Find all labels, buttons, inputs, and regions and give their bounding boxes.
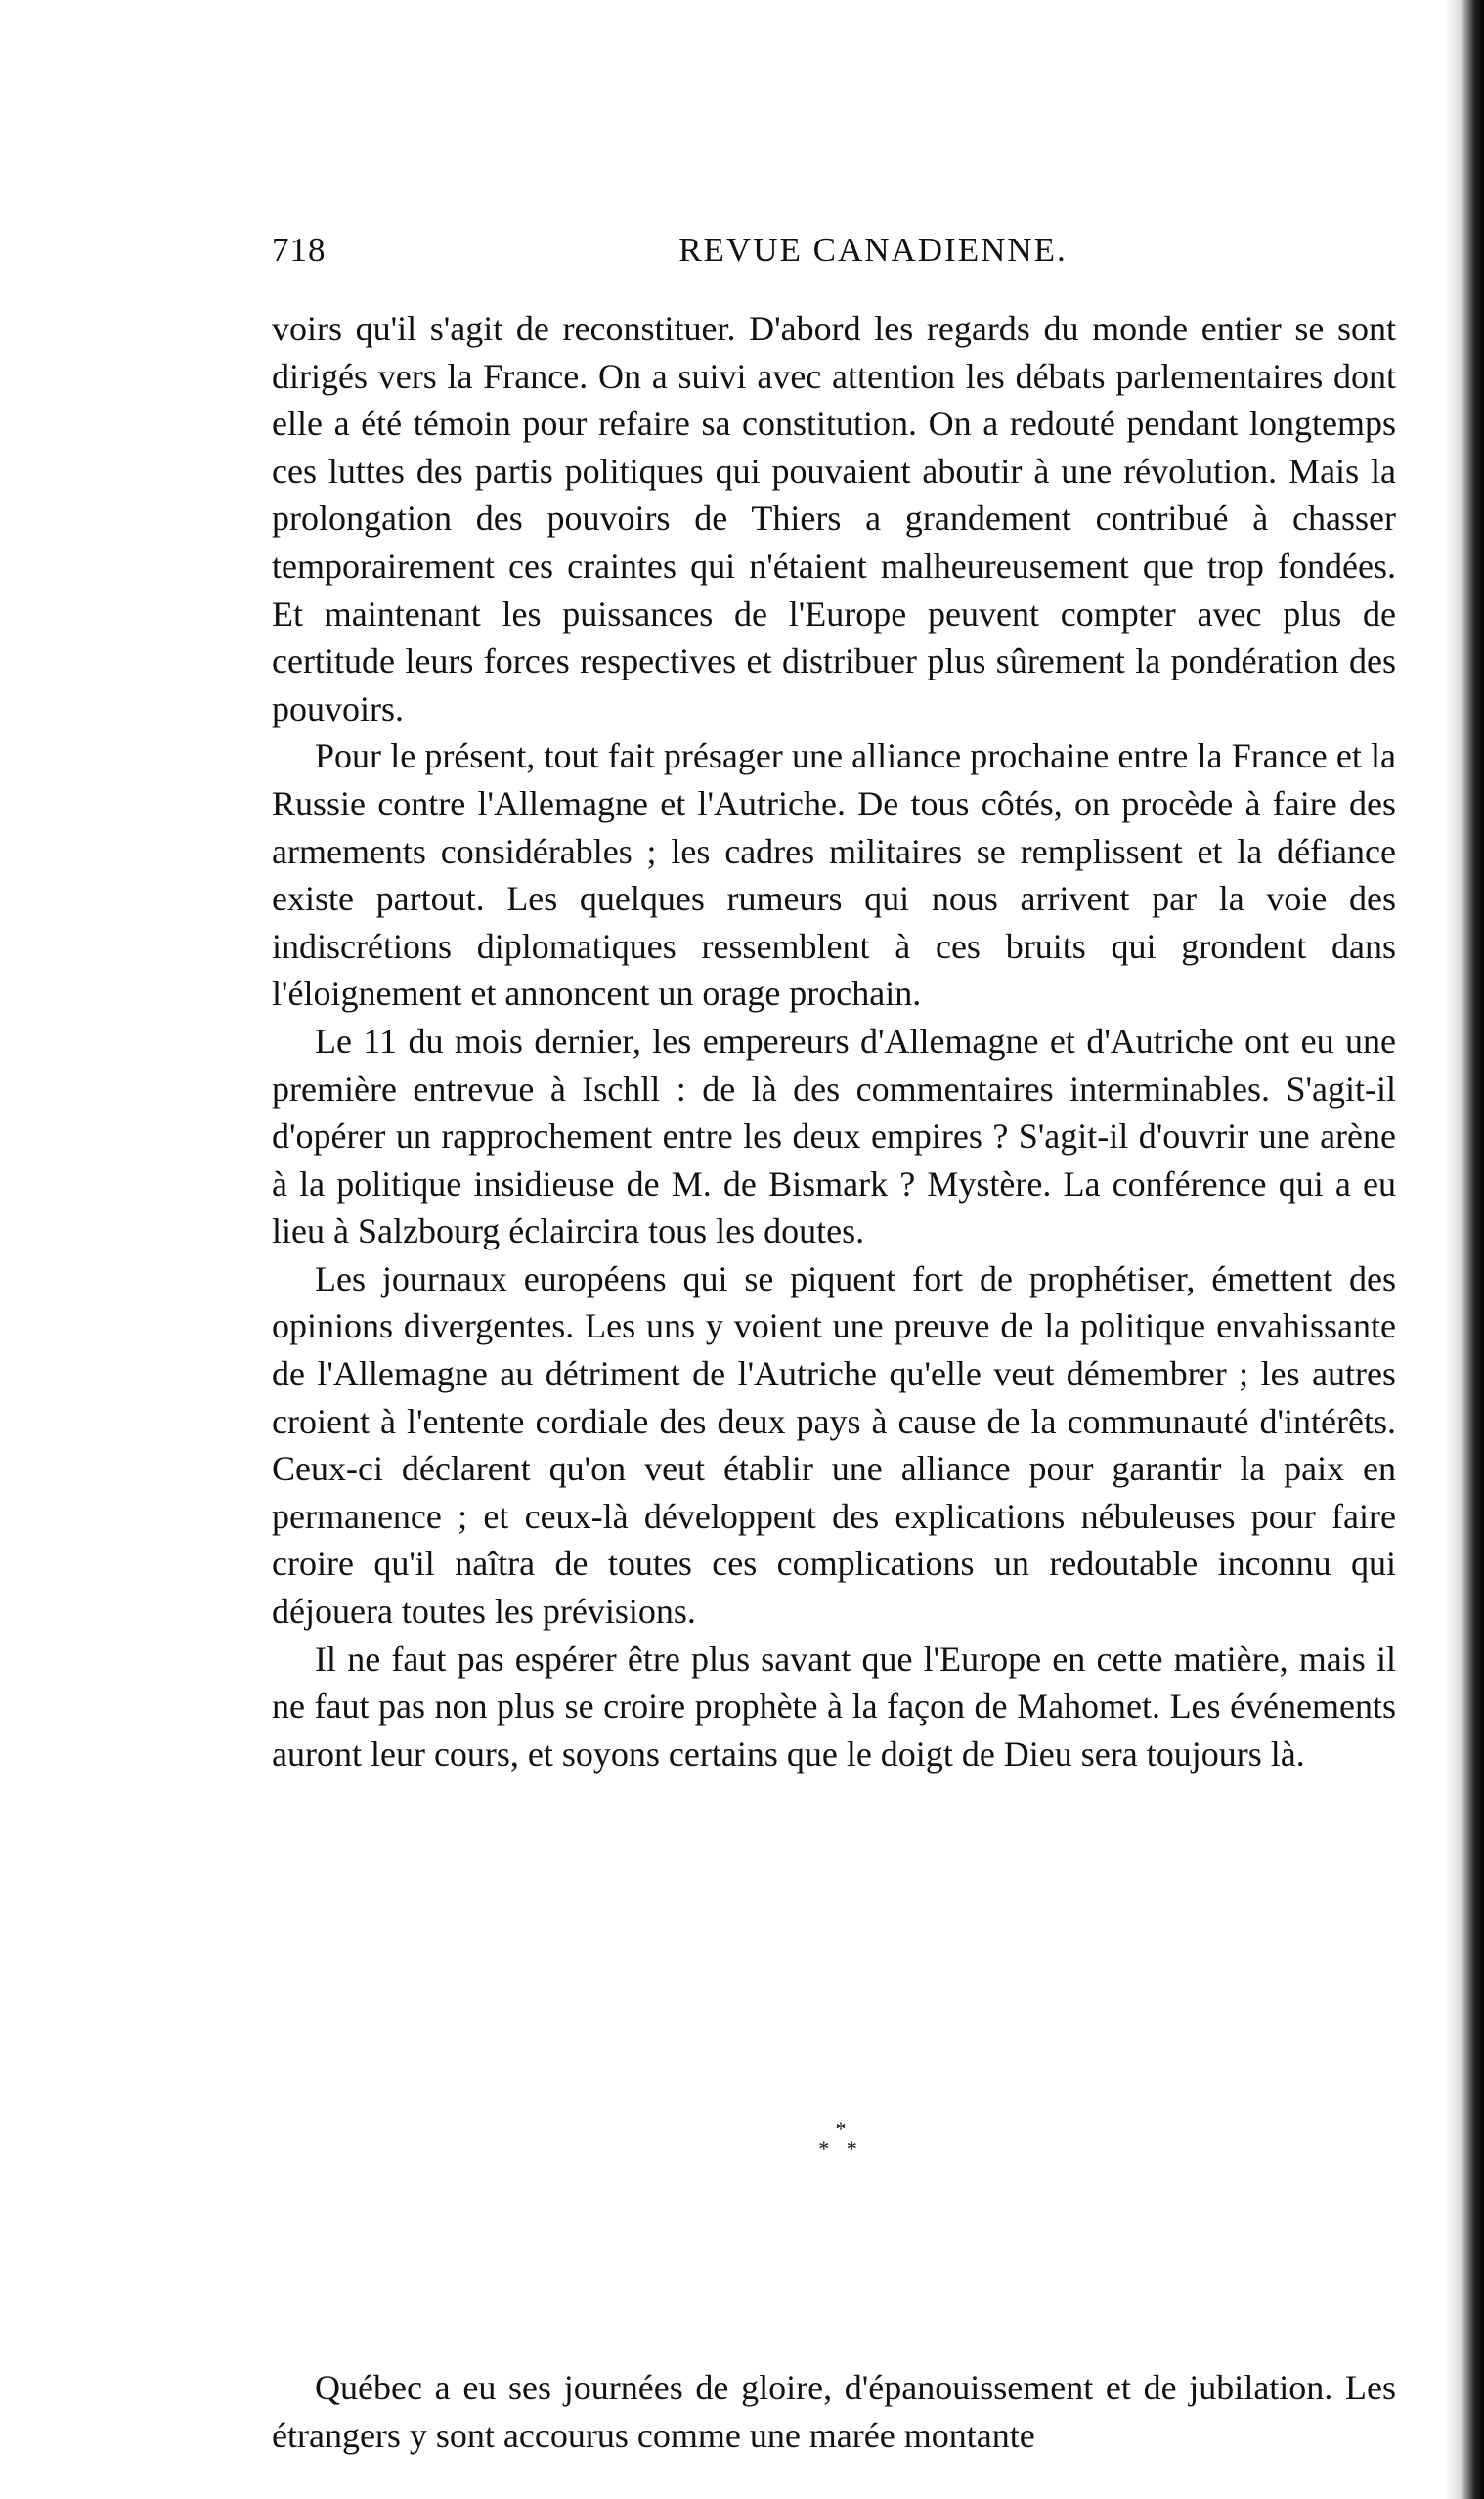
paragraph: Pour le présent, tout fait présager une alliance prochaine entre la France et la Russie contre l'Allemagne et l'Autriche. De tous côtés, on procède à faire des armements considérables ; les cadres militaires se remplissent et la défiance existe partout. Les quelques rumeurs qui nous arrivent par la voie des indiscrétions diplomatiques ressemblent à ces bruits qui grondent dans l'éloignement et annoncent un orage prochain. [272, 736, 1396, 1014]
next-section-body [272, 2364, 1396, 2459]
asterism-bottom: * * [818, 2136, 863, 2161]
paragraph: Il ne faut pas espérer être plus savant que l'Europe en cette matière, mais il ne faut pas non plus se croire prophète à la façon de Mahomet. Les événements auront leur cours, et soyons certains que le doigt de Dieu sera toujours là. [272, 1639, 1396, 1774]
asterism-top: * [835, 2117, 847, 2141]
paragraph: Le 11 du mois dernier, les empereurs d'Allemagne et d'Autriche ont eu une première entrevue à Ischll : de là des commentaires interminables. S'agit-il d'opérer un rapprochement entre les deux empires ? S'agit-il d'ouvrir une arène à la politique insidieuse de M. de Bismark ? Mystère. La conférence qui a eu lieu à Salzbourg éclaircira tous les doutes. [272, 1021, 1396, 1251]
paragraph: Québec a eu ses journées de gloire, d'épanouissement et de jubilation. Les étrangers y sont accourus comme une marée montante [272, 2368, 1396, 2455]
paragraph: Les journaux européens qui se piquent fort de prophétiser, émettent des opinions divergentes. Les uns y voient une preuve de la politique envahissante de l'Allemagne au détriment de l'Autriche qu'elle veut démembrer ; les autres croient à l'entente cordiale des deux pays à cause de la communauté d'intérêts. Ceux-ci déclarent qu'on veut établir une alliance pour garantir la paix en permanence ; et ceux-là développent des explications nébuleuses pour faire croire qu'il naîtra de toutes ces complications un redoutable inconnu qui déjouera toutes les prévisions. [272, 1258, 1396, 1632]
paragraph: voirs qu'il s'agit de reconstituer. D'abord les regards du monde entier se sont dirigés vers la France. On a suivi avec attention les débats parlementaires dont elle a été témoin pour refaire sa constitution. On a redouté pendant longtemps ces luttes des partis politiques qui pouvaient aboutir à une révolution. Mais la prolongation des pouvoirs de Thiers a grandement contribué à chasser temporairement ces craintes qui n'étaient malheureusement que trop fondées. Et maintenant les puissances de l'Europe peuvent compter avec plus de certitude leurs forces respectives et distribuer plus sûrement la pondération des pouvoirs. [272, 309, 1396, 728]
running-head: REVUE CANADIENNE. [678, 231, 1068, 269]
page-edge-shadow [1445, 0, 1484, 2499]
section-separator-asterism [802, 2117, 880, 2169]
page-header [272, 231, 1396, 289]
page-number: 718 [272, 231, 327, 269]
article-body [272, 305, 1396, 1777]
